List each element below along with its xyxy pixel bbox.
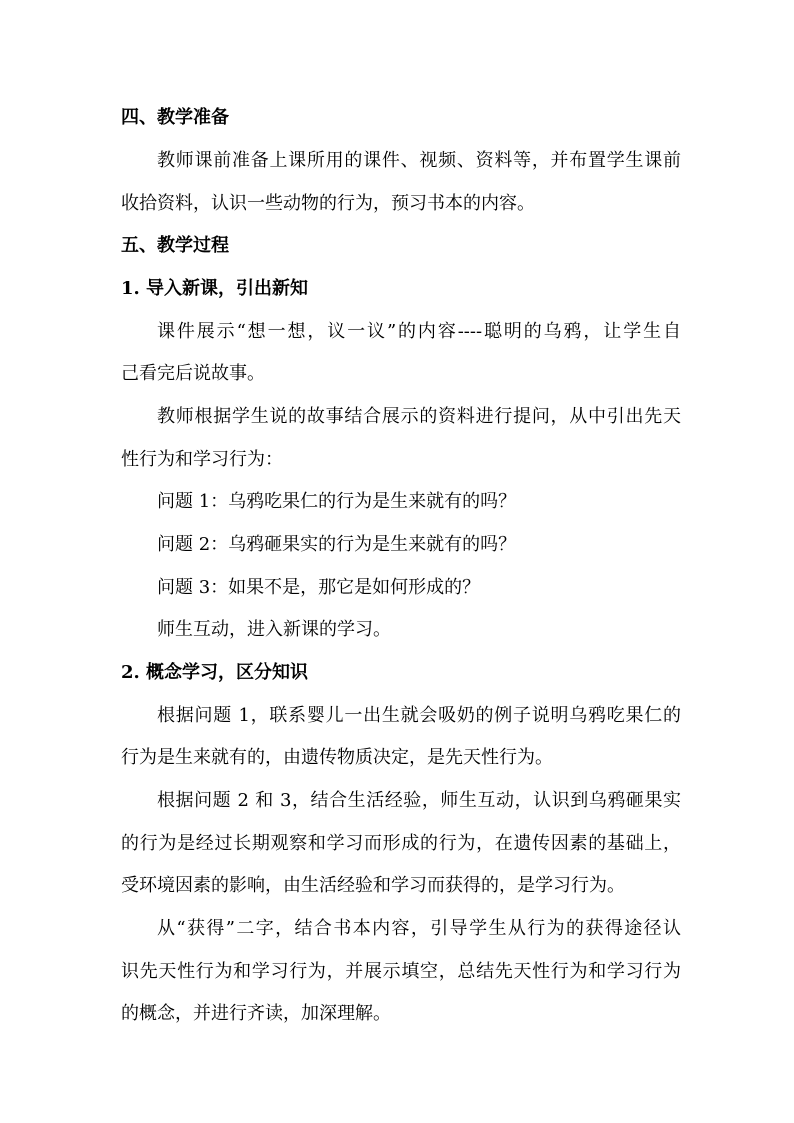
paragraph-line: 根据问题 1，联系婴儿一出生就会吸奶的例子说明乌鸦吃果仁的 [157,705,681,726]
paragraph-line: 识先天性行为和学习行为，并展示填空，总结先天性行为和学习行为 [121,961,681,982]
paragraph-line: 从“获得”二字，结合书本内容，引导学生从行为的获得途径认 [157,918,681,939]
section-heading-teaching-preparation: 四、教学准备 [121,107,229,128]
paragraph-line: 课件展示“想一想，议一议”的内容----聪明的乌鸦，让学生自 [157,321,681,342]
paragraph-line: 的概念，并进行齐读，加深理解。 [121,1003,391,1024]
paragraph-line: 收拾资料，认识一些动物的行为，预习书本的内容。 [121,193,535,214]
paragraph-line: 根据问题 2 和 3，结合生活经验，师生互动，认识到乌鸦砸果实 [157,790,681,811]
paragraph-line: 受环境因素的影响，由生活经验和学习而获得的，是学习行为。 [121,875,625,896]
question-2: 问题 2：乌鸦砸果实的行为是生来就有的吗？ [157,534,517,555]
question-3: 问题 3：如果不是，那它是如何形成的？ [157,577,481,598]
paragraph-line: 己看完后说故事。 [121,363,265,384]
paragraph-line: 教师课前准备上课所用的课件、视频、资料等，并布置学生课前 [157,150,681,171]
paragraph-line: 师生互动，进入新课的学习。 [157,619,391,640]
subsection-heading-concept-learning: 2. 概念学习，区分知识 [121,662,309,683]
paragraph-line: 性行为和学习行为： [121,449,283,470]
section-heading-teaching-process: 五、教学过程 [121,235,229,256]
paragraph-line: 的行为是经过长期观察和学习而形成的行为，在遗传因素的基础上， [121,833,681,854]
question-1: 问题 1：乌鸦吃果仁的行为是生来就有的吗？ [157,491,517,512]
paragraph-line: 教师根据学生说的故事结合展示的资料进行提问，从中引出先天 [157,406,681,427]
paragraph-line: 行为是生来就有的，由遗传物质决定，是先天性行为。 [121,747,553,768]
subsection-heading-introduction: 1. 导入新课，引出新知 [121,278,309,299]
